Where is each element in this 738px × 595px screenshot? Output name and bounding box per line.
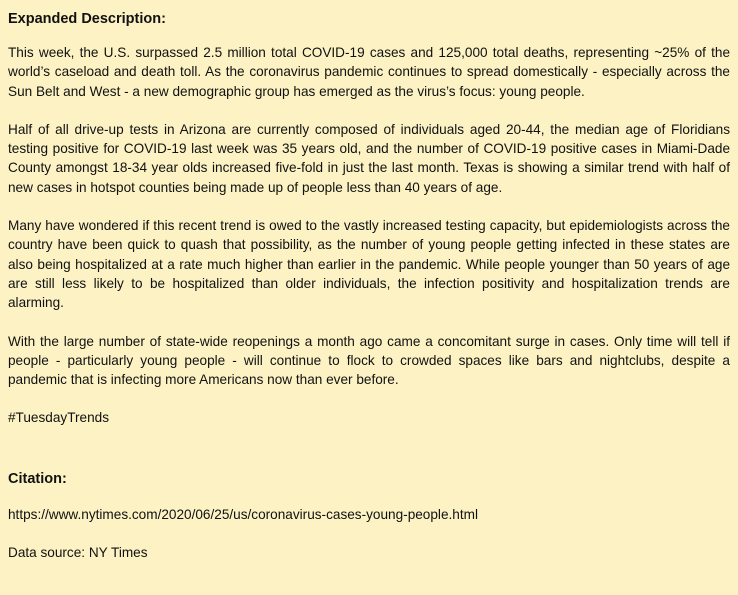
description-paragraph-4: With the large number of state-wide reopenings a month ago came a concomitant surge in cases. Only time will tell if people - particularly young people - will continue to flock to crowded spaces like bars and nightclubs, despite a pandemic that is infecting more Americans now than ever before. <box>8 333 730 388</box>
description-paragraph-1: This week, the U.S. surpassed 2.5 million total COVID-19 cases and 125,000 total deaths, representing ~25% of the world’s caseload and death toll. As the coronavirus pandemic continues to spread domestically - especially across the Sun Belt and West - a new demographic group has emerged as the virus’s focus: young people. <box>8 45 730 99</box>
description-paragraph-2: Half of all drive-up tests in Arizona are currently composed of individuals aged 20-44, the median age of Floridians testing positive for COVID-19 last week was 35 years old, and the number of COVID-19 positive cases in Miami-Dade County amongst 18-34 year olds increased five-fold in just the last month. Texas is showing a similar trend with half of new cases in hotspot counties being made up of people less than 40 years of age. <box>8 121 730 195</box>
citation-heading: Citation: <box>8 470 67 487</box>
description-paragraph-3: Many have wondered if this recent trend is owed to the vastly increased testing capacity, but epidemiologists across the country have been quick to quash that possibility, as the number of young people getting infected in these states are also being hospitalized at a rate much higher than earlier in the pandemic. While people younger than 50 years of age are still less likely to be hospitalized than older individuals, the infection positivity and hospitalization trends are alarming. <box>8 218 730 311</box>
expanded-description-heading: Expanded Description: <box>8 11 166 27</box>
data-source: Data source: NY Times <box>8 545 148 561</box>
hashtag: #TuesdayTrends <box>8 410 109 426</box>
citation-url: https://www.nytimes.com/2020/06/25/us/coronavirus-cases-young-people.html <box>8 506 478 522</box>
